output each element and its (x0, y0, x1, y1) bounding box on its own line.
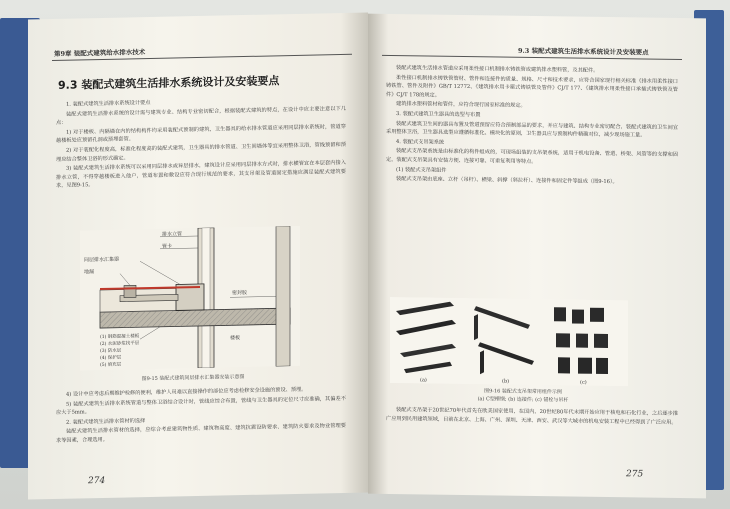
section-title: 9.3 装配式建筑生活排水系统设计及安装要点 (58, 74, 280, 92)
figure-subcaption: (a) C型槽钢; (b) 连接件; (c) 锚栓与吊杆 (477, 396, 569, 404)
paragraph: 装配式建筑生活排水管材的选择，应综合考虑建筑物性质、建筑物高度、建筑抗震设防要求、建筑防火要求及物业管理要求等因素，合理选用。 (56, 423, 346, 444)
anchor-photo (554, 307, 608, 374)
paragraph: 柔性接口机制排水铸铁管管材、管件和连接件的质量、规格、尺寸和技术要求，应符合国家现行相关标准《排水用柔性接口铸铁管、管件及附件》GB/T 12772、《建筑排水用卡箍式铸铁管及管件》CJ/T 177、《建筑排水用柔性接口承插式铸铁管及管件》CJ/T 178的规定。 (386, 74, 678, 99)
body-text-bottom (386, 406, 678, 428)
diagram-label: 管卡 (162, 243, 173, 250)
paragraph: 5) 装配式建筑生活排水系统管道与整体卫浴结合设计时，管线应综合布置，管线与卫生器具的定位尺寸应准确，其偏差不应大于5mm。 (56, 395, 346, 417)
subsection-heading: 2. 装配式建筑生活排水管材的选择 (66, 417, 146, 426)
running-head: 第9章 装配式建筑给水排水技术 (54, 48, 146, 59)
diagram-label: (3) 防水层 (100, 348, 122, 355)
subsection-heading: 1. 装配式建筑生活排水系统设计要点 (66, 99, 151, 108)
body-text-top (386, 64, 678, 189)
paragraph: 装配式建筑生活排水系统的设计需与建筑专业、结构专业密切配合，根据装配式建筑的特点，在设计中应主要注意以下几点： (56, 105, 346, 127)
paragraph: 2) 对于装配化程度高，标准化程度高的装配式建筑，卫生器具的排水管道、卫生间墙体等宜采用整体卫浴，管线预留和预埋应结合整体卫浴的形式确定。 (56, 141, 346, 163)
figure-caption: 图9-16 装配式支吊架常用组件示例 (484, 388, 562, 396)
diagram-label: 密封胶 (231, 289, 248, 297)
paragraph: 装配式支吊架由底座、立杆（吊杆）、横梁、斜撑（斜拉杆）、连接件和固定件等组成（图9-16）。 (396, 176, 618, 186)
right-page (368, 14, 706, 499)
page-number: 275 (626, 469, 644, 480)
diagram-label: 楼板 (230, 335, 241, 342)
photo-label: (c) (580, 379, 587, 386)
body-text-top (56, 95, 346, 192)
page-number: 274 (88, 475, 106, 487)
paragraph: 装配式建筑生活排水管道应采用柔性接口机制排水铸铁管或建筑排水塑料管，及其配件。 (396, 65, 599, 74)
diagram-label: (1) 钢筋混凝土楼板 (100, 334, 140, 341)
diagram-label: 同层排水汇集器 (84, 256, 120, 264)
paragraph: 4) 设计中应考虑后期维护检修的便利，维护人员难以直接操作的部位应考虑检修安全设施的预设、预埋。 (66, 386, 307, 398)
diagram-label: 排水立管 (162, 231, 183, 238)
bracket-components-photos (390, 297, 628, 386)
diagram-label: (5) 填充层 (100, 362, 122, 369)
subsection-heading: 4. 装配式支吊架系统 (396, 138, 445, 146)
paragraph: 装配式支吊架系统是由标准化的构件组成的，可现场组装的支吊架系统，适用于机电设备、管道、桥架、风管等的支撑和固定。装配式支吊架具有安装方便、连接可靠、可重复利用等特点。 (386, 148, 678, 165)
diagram-label: 地漏 (84, 269, 95, 276)
drainage-installation-diagram (80, 226, 300, 371)
left-page (28, 12, 368, 499)
body-text-bottom (56, 385, 346, 447)
paragraph: 1) 对于楼板、内隔墙在内的结构构件均采用装配式预制的建筑，卫生器具的给水排水管道应采用同层排水系统时，管道穿越楼板处应预留孔洞或预埋套管。 (56, 123, 346, 145)
photo-label: (a) (420, 377, 427, 384)
paragraph: 装配式支吊架于20世纪70年代首先在欧美国家使用，在国内，20世纪80年代末期开始应用于核电和石化行业，之后逐步推广应用到民用建筑领域，目前在北京、上海、广州、深圳、天津、西安、武汉等大城市的机电安装工程中已经得到了广泛应用。 (386, 407, 678, 426)
open-book (20, 6, 720, 504)
diagram-label: (2) 水泥砂浆找平层 (100, 341, 140, 348)
subsection-heading: 3. 装配式建筑卫生器具的选型与布置 (396, 110, 481, 119)
diagram-label: (4) 保护层 (100, 355, 122, 362)
paragraph: 建筑排水塑料管材和管件，应符合现行国家标准的规定。 (396, 101, 526, 110)
paragraph: 装配式建筑卫生间的器具布置及管道预留应符合预制部品的要求，并应与建筑、结构专业密切配合，装配式建筑的卫生间宜采用整体卫浴，卫生器具选型应遵循标准化、模块化的原则，卫生器具应与预制构件精确对位，减少现场施工量。 (386, 120, 678, 139)
figure-caption: 图9-15 装配式建筑同层排水汇集器安装示意图 (141, 374, 245, 383)
paragraph: 3) 装配式建筑生活排水系统可以采用同层排水或异层排水，建筑设计应采用同层排水方式时，排水横管宜在本层套内接入排水立管，不得穿越楼板进入他户，管道布置和敷设应符合现行规范的要求，其支吊架及管道固定措施应满足装配式建筑要求，见图9-15。 (56, 160, 346, 190)
subsection-heading: (1) 装配式支吊架组件 (396, 166, 447, 174)
photo-label: (b) (502, 378, 510, 385)
running-head: 9.3 装配式建筑生活排水系统设计及安装要点 (518, 46, 649, 57)
